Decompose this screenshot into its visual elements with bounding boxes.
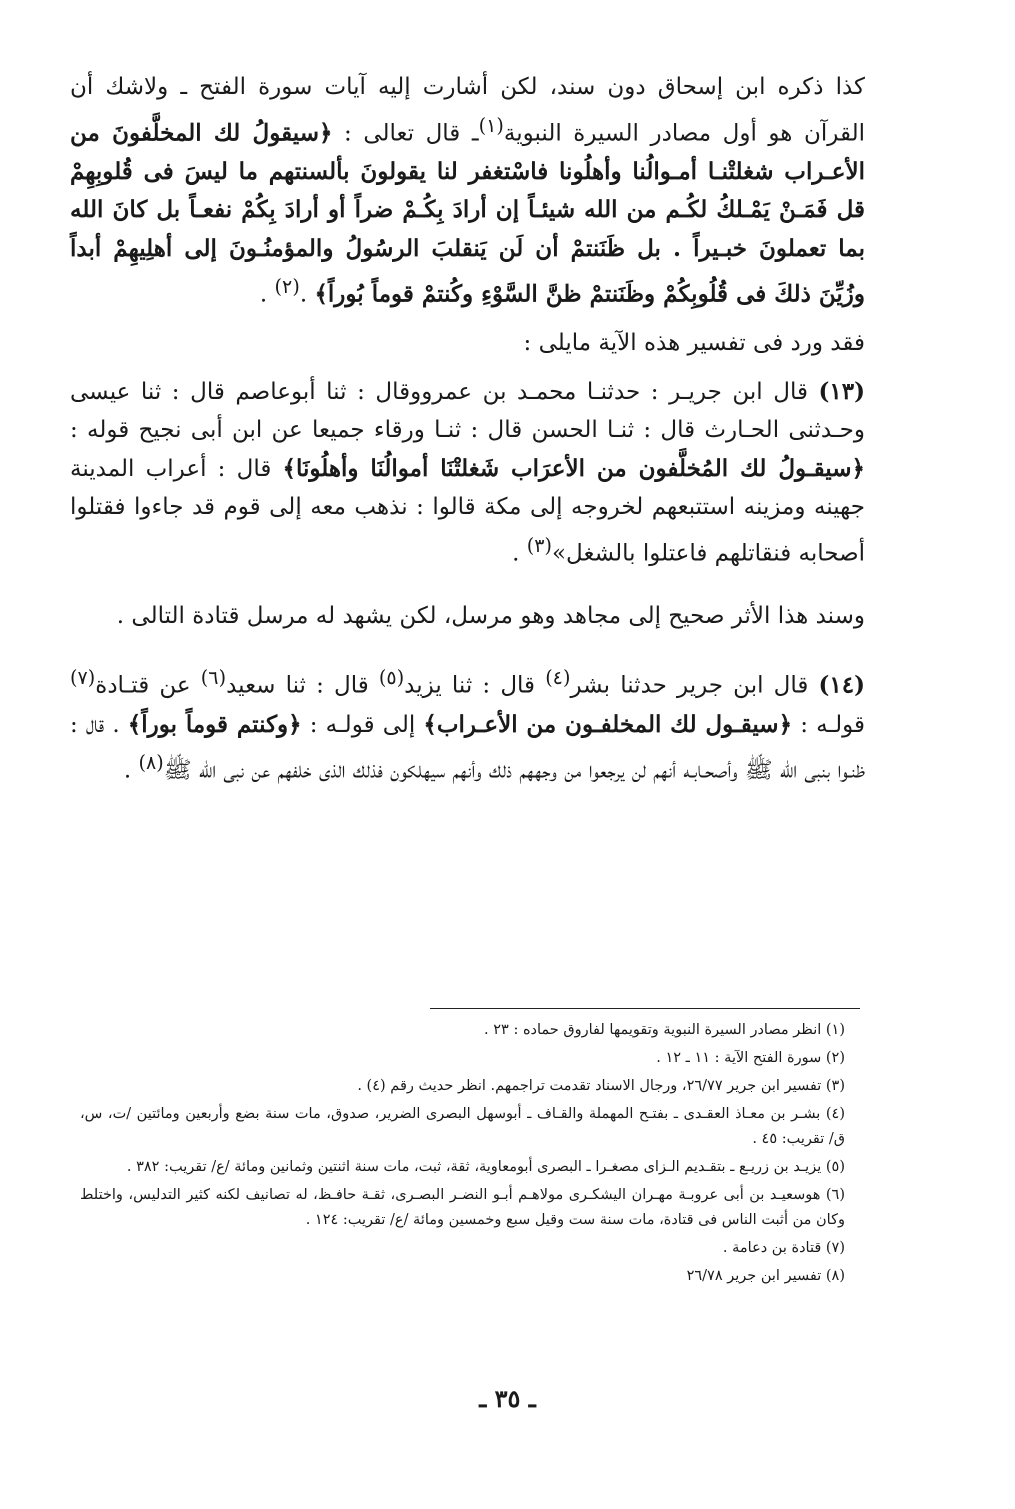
- paragraph-narration-14: [70, 659, 865, 790]
- footnote-ref-4: (٤): [545, 666, 571, 690]
- footnote-6: (٦) هوسعيـد بن أبى عروبـة مهـران اليشكـرى مولاهـم أبـو النضـر البصـرى، ثقـة حافـظ، له تصانيف لكنه كثير التدليس، واختلط وكان من أثبت الناس فى قتادة، مات سنة ست وقيل سبع وخمسين ومائة /ع/ تقريب: ١٢٤ .: [80, 1187, 845, 1228]
- intro-text-4: .: [259, 281, 275, 308]
- narration-14-text-e: قولـه :: [792, 711, 866, 738]
- paragraph-narration-13: [70, 373, 865, 573]
- footnote-ref-2: (٢): [274, 275, 300, 299]
- quran-quote-14b: ﴿وكنتم قوماً بوراً﴾: [127, 710, 302, 738]
- intro-text-3: .: [299, 281, 315, 308]
- footnote-ref-8: (٨): [138, 751, 164, 775]
- main-text: [70, 68, 865, 790]
- footnote-7: (٧) قتادة بن دعامة .: [722, 1240, 845, 1256]
- narration-14-text-c: قال : ثنا سعيد: [226, 673, 379, 700]
- narration-14-text-f: إلى قولـه :: [301, 711, 424, 738]
- narration-13-text: قال ابن جريـر : حدثنـا محمـد بن عمرووقال : ثنا أبوعاصم قال : ثنا عيسى وحـدثنى الحـارث قال : ثنـا الحسن قال : ثنـا ورقاء جميعا عن ابن أبى نجيح قوله :: [70, 378, 865, 444]
- quran-quote-14a: ﴿سيقـول لك المخلفـون من الأعـراب﴾: [423, 710, 793, 738]
- quran-verse: ﴿سيقولُ لك المخلَّفونَ من الأعـراب شغلتْنـا أمـوالُنا وأهلُونا فاسْتغفر لنا يقولونَ بألسنتهم ما ليسَ فى قُلوبِهِمْ قل فَمَـنْ يَمْـلكُ لكُـم من الله شيئـاً إن أرادَ بِكُـمْ ضراً أو أرادَ بِكُمْ نفعـاً بل كانَ الله بما تعملونَ خبـيراً . بل ظَنَنتمْ أن لَن يَنقلبَ الرسُولُ والمؤمنُـونَ إلى أهلِيهِمْ أبداً وزُيِّنَ ذلكَ فى قُلُوبِكُمْ وظَنَنتمْ ظنَّ السَّوْءِ وكُنتمْ قوماً بُوراً﴾: [70, 119, 865, 308]
- footnote-2: (٢) سورة الفتح الآية : ١١ ـ ١٢ .: [656, 1050, 845, 1066]
- footnote-divider: [430, 1008, 860, 1009]
- footnotes: [80, 1018, 845, 1292]
- footnote-5: (٥) يزيـد بن زريـع ـ بتقـديم الـزاى مصغـرا ـ البصرى أبومعاوية، ثقة، ثبت، مات سنة اثنتين وثمانين ومائة /ع/ تقريب: ٣٨٢ .: [126, 1159, 845, 1175]
- narration-number-13: (١٣): [818, 377, 865, 405]
- narration-14-text-b: قال : ثنا يزيد: [404, 673, 546, 700]
- isnad-note-text: وسند هذا الأثر صحيح إلى مجاهد وهو مرسل، لكن يشهد له مرسل قتادة التالى .: [116, 602, 865, 629]
- page-number: ـ ٣٥ ـ: [479, 1384, 536, 1413]
- intro-text-2: ـ قال تعالى :: [332, 120, 479, 147]
- footnote-8: (٨) تفسير ابن جرير ٢٦/٧٨: [686, 1268, 845, 1284]
- paragraph-isnad-note: [70, 597, 865, 636]
- paragraph-tafsir-intro: [70, 324, 865, 363]
- footnote-ref-6: (٦): [200, 666, 227, 690]
- tafsir-intro-text: فقد ورد فى تفسير هذه الآية مايلى :: [523, 330, 865, 357]
- narration-14-end: .: [123, 757, 139, 784]
- paragraph-intro: [70, 68, 865, 314]
- footnote-1: (١) انظر مصادر السيرة النبوية وتقويمها لفاروق حماده : ٢٣ .: [484, 1022, 845, 1038]
- narration-number-14: (١٤): [818, 672, 866, 700]
- quran-quote-13: ﴿سيقـولُ لك المُخلَّفون من الأعرَاب شَغلتْنَا أموالُنَا وأهلُونَا﴾: [282, 454, 865, 482]
- narration-13-text-2: قال : أعراب المدينة جهينه ومزينه استتبعهم لخروجه إلى مكة قالوا : نذهب معه إلى قوم قد جاءوا فقتلوا أصحابه فنقاتلهم فاعتلوا بالشغل»: [70, 455, 865, 567]
- footnote-ref-1: (١): [478, 113, 504, 137]
- footnote-4: (٤) بشـر بن معـاذ العقـدى ـ بفتـح المهملة والقـاف ـ أبوسهل البصرى الضرير، صدوق، مات سنة بضع وأربعين ومائتين /ت، س، ق/ تقريب: ٤٥ .: [80, 1106, 845, 1147]
- footnote-3: (٣) تفسير ابن جرير ٢٦/٧٧، ورجال الاسناد تقدمت تراجمهم. انظر حديث رقم (٤) .: [357, 1078, 845, 1094]
- intro-text: كذا ذكره ابن إسحاق دون سند، لكن أشارت إليه آيات سورة الفتح ـ ولاشك أن القرآن هو أول مصادر السيرة النبوية: [70, 74, 865, 147]
- footnote-ref-7: (٧): [70, 666, 96, 690]
- narration-14-text-g: . قال : ظنـوا بنبى الله ﷺ وأصحـابـه أنهم لن يرجعوا من وجههم ذلك وأنهم سيهلكون فذلك الذى خلفهم عن نبى الله ﷺ: [70, 711, 865, 784]
- footnote-ref-3: (٣): [526, 533, 552, 557]
- narration-14-text-d: عن قتـادة: [95, 673, 201, 700]
- footnote-ref-5: (٥): [378, 666, 405, 690]
- narration-14-text-a: قال ابن جرير حدثنا بشر: [570, 673, 819, 700]
- narration-13-end: .: [512, 540, 527, 567]
